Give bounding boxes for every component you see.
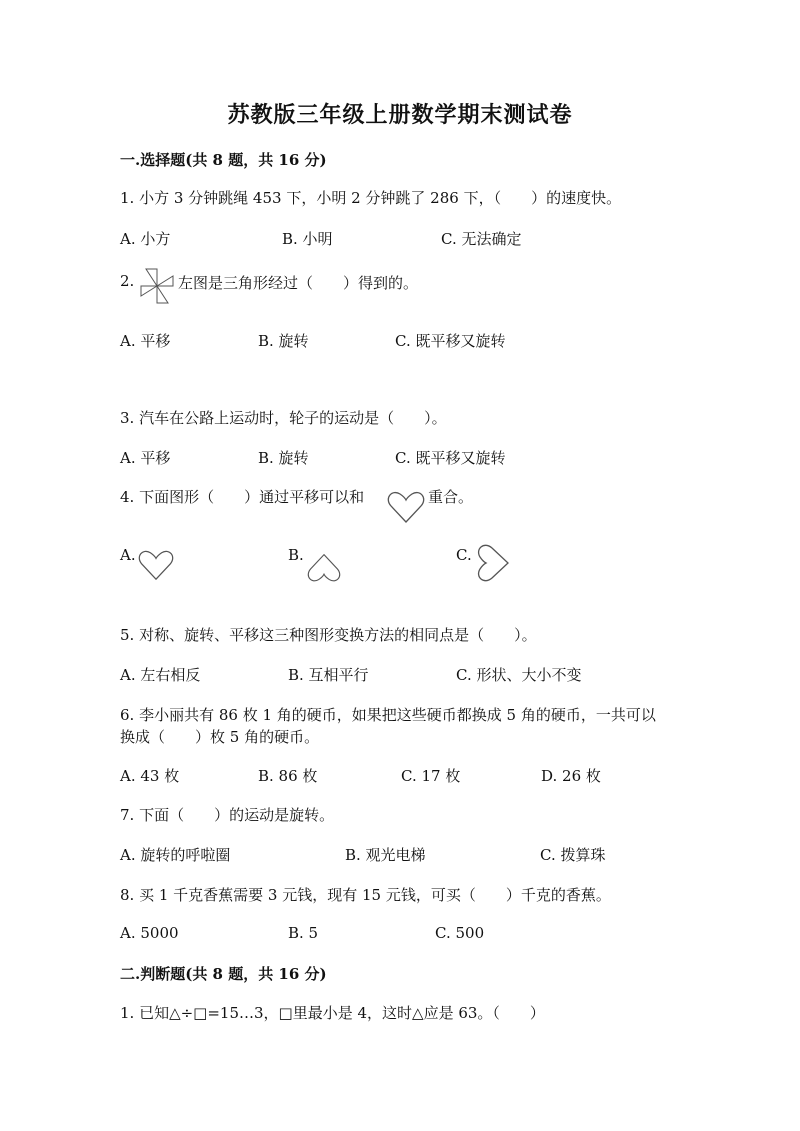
q2-option-b[interactable]: B. 旋转 (258, 332, 309, 350)
question-2: 左图是三角形经过（ ）得到的。 (178, 274, 419, 292)
q7-option-a[interactable]: A. 旋转的呼啦圈 (120, 846, 231, 864)
q5-option-a[interactable]: A. 左右相反 (120, 666, 201, 684)
heart-target-figure (386, 489, 426, 525)
q6-option-c[interactable]: C. 17 枚 (401, 767, 461, 785)
question-1: 1. 小方 3 分钟跳绳 453 下，小明 2 分钟跳了 286 下，（ ）的速度快。 (120, 189, 622, 207)
q5-option-b[interactable]: B. 互相平行 (288, 666, 369, 684)
heart-inverted-option-icon (304, 552, 344, 584)
q1-option-c[interactable]: C. 无法确定 (441, 230, 522, 248)
q3-option-b[interactable]: B. 旋转 (258, 449, 309, 467)
question-8: 8. 买 1 千克香蕉需要 3 元钱，现有 15 元钱，可买（ ）千克的香蕉。 (120, 886, 611, 904)
question-7: 7. 下面（ ）的运动是旋转。 (120, 806, 335, 824)
q6-option-b[interactable]: B. 86 枚 (258, 767, 318, 785)
question-4-end: 重合。 (428, 488, 474, 506)
question-6-line1: 6. 李小丽共有 86 枚 1 角的硬币，如果把这些硬币都换成 5 角的硬币，一共可以 (120, 706, 656, 724)
section-heading-choice: 一.选择题(共 8 题，共 16 分) (120, 151, 327, 169)
judgement-question-1: 1. 已知△÷□=15…3，□里最小是 4，这时△应是 63。（ ） (120, 1004, 545, 1022)
question-3: 3. 汽车在公路上运动时，轮子的运动是（ ）。 (120, 409, 447, 427)
q5-option-c[interactable]: C. 形状、大小不变 (456, 666, 582, 684)
q4-option-a[interactable]: A. (120, 546, 136, 564)
page-title: 苏教版三年级上册数学期末测试卷 (227, 102, 573, 128)
q2-option-c[interactable]: C. 既平移又旋转 (395, 332, 506, 350)
q3-option-c[interactable]: C. 既平移又旋转 (395, 449, 506, 467)
question-5: 5. 对称、旋转、平移这三种图形变换方法的相同点是（ ）。 (120, 626, 537, 644)
q4-option-c[interactable]: C. (456, 546, 472, 564)
q1-option-b[interactable]: B. 小明 (282, 230, 333, 248)
q8-option-c[interactable]: C. 500 (435, 924, 485, 942)
q6-option-d[interactable]: D. 26 枚 (541, 767, 601, 785)
q8-option-a[interactable]: A. 5000 (120, 924, 179, 942)
q3-option-a[interactable]: A. 平移 (120, 449, 171, 467)
question-4: 4. 下面图形（ ）通过平移可以和 (120, 488, 365, 506)
q4-option-b[interactable]: B. (288, 546, 304, 564)
question-6-line2: 换成（ ）枚 5 角的硬币。 (120, 728, 320, 746)
q7-option-b[interactable]: B. 观光电梯 (345, 846, 426, 864)
question-2-number: 2. (120, 272, 135, 290)
q1-option-a[interactable]: A. 小方 (120, 230, 171, 248)
section-heading-judgement: 二.判断题(共 8 题，共 16 分) (120, 965, 327, 983)
heart-upright-option-icon (137, 548, 175, 582)
q6-option-a[interactable]: A. 43 枚 (120, 767, 180, 785)
heart-rotated-option-icon (472, 543, 512, 583)
q7-option-c[interactable]: C. 拨算珠 (540, 846, 606, 864)
pinwheel-triangle-figure (138, 266, 176, 306)
q2-option-a[interactable]: A. 平移 (120, 332, 171, 350)
q8-option-b[interactable]: B. 5 (288, 924, 319, 942)
